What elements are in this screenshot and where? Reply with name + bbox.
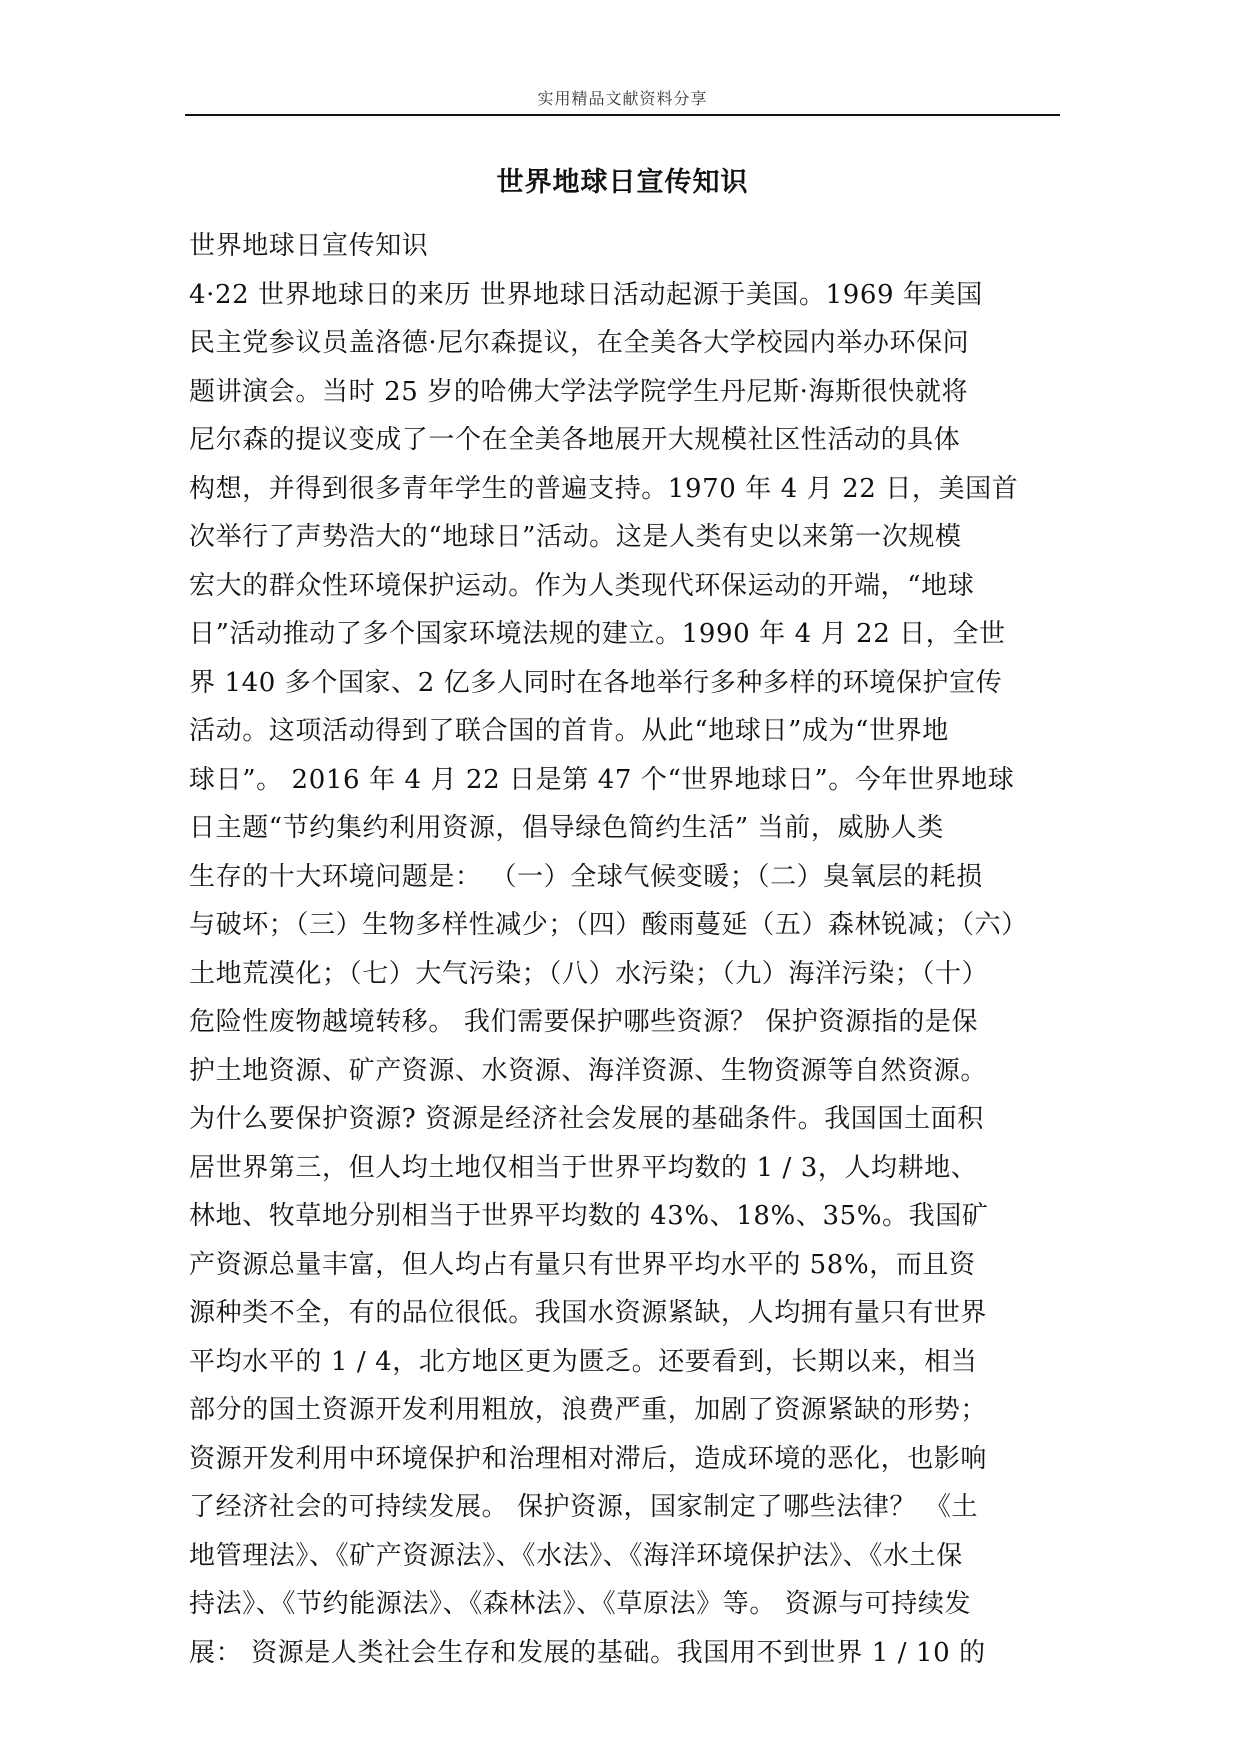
body-line: 展： 资源是人类社会生存和发展的基础。我国用不到世界 1 / 10 的 <box>189 1637 986 1668</box>
body-line: 资源开发利用中环境保护和治理相对滞后，造成环境的恶化，也影响 <box>189 1443 988 1474</box>
body-line: 活动。这项活动得到了联合国的首肯。从此“地球日”成为“世界地 <box>189 716 949 746</box>
body-line: 林地、牧草地分别相当于世界平均数的 43%、18%、35%。我国矿 <box>189 1201 989 1231</box>
body-line: 护土地资源、矿产资源、水资源、海洋资源、生物资源等自然资源。 <box>189 1055 988 1086</box>
body-line: 日主题“节约集约利用资源，倡导绿色简约生活” 当前，威胁人类 <box>189 813 944 843</box>
body-line: 土地荒漠化；（七）大气污染；（八）水污染；（九）海洋污染；（十） <box>189 958 989 989</box>
body-line: 与破坏；（三）生物多样性减少；（四）酸雨蔓延（五）森林锐减；（六） <box>189 910 1028 940</box>
body-line: 民主党参议员盖洛德·尼尔森提议，在全美各大学校园内举办环保问 <box>189 328 970 358</box>
body-line: 宏大的群众性环境保护运动。作为人类现代环保运动的开端，“地球 <box>189 570 975 601</box>
subtitle-line: 世界地球日宣传知识 <box>189 231 429 261</box>
body-line: 构想，并得到很多青年学生的普遍支持。1970 年 4 月 22 日，美国首 <box>189 473 1019 504</box>
body-line: 了经济社会的可持续发展。 保护资源，国家制定了哪些法律？ 《土 <box>189 1492 979 1522</box>
body-line: 题讲演会。当时 25 岁的哈佛大学法学院学生丹尼斯·海斯很快就将 <box>189 376 969 407</box>
body-line: 地管理法》、《矿产资源法》、《水法》、《海洋环境保护法》、《水土保 <box>189 1540 963 1571</box>
header-divider <box>185 114 1060 116</box>
document-body <box>189 222 1069 1677</box>
body-line: 日”活动推动了多个国家环境法规的建立。1990 年 4 月 22 日，全世 <box>189 619 1006 649</box>
body-line: 为什么要保护资源? 资源是经济社会发展的基础条件。我国国土面积 <box>189 1104 984 1134</box>
body-line: 产资源总量丰富，但人均占有量只有世界平均水平的 58%，而且资 <box>189 1249 976 1280</box>
body-line: 居世界第三，但人均土地仅相当于世界平均数的 1 / 3，人均耕地、 <box>189 1152 978 1183</box>
page-header: 实用精品文献资料分享 <box>537 89 708 108</box>
body-line: 4·22 世界地球日的来历 世界地球日活动起源于美国。1969 年美国 <box>189 279 983 310</box>
body-line: 持法》、《节约能源法》、《森林法》、《草原法》等。 资源与可持续发 <box>189 1589 972 1619</box>
body-line: 次举行了声势浩大的“地球日”活动。这是人类有史以来第一次规模 <box>189 522 962 552</box>
body-line: 危险性废物越境转移。 我们需要保护哪些资源？ 保护资源指的是保 <box>189 1007 979 1037</box>
body-line: 生存的十大环境问题是： （一）全球气候变暖；（二）臭氧层的耗损 <box>189 861 983 892</box>
body-line: 尼尔森的提议变成了一个在全美各地展开大规模社区性活动的具体 <box>189 425 961 455</box>
body-line: 部分的国土资源开发利用粗放，浪费严重，加剧了资源紧缺的形势； <box>189 1395 988 1425</box>
body-line: 源种类不全，有的品位很低。我国水资源紧缺，人均拥有量只有世界 <box>189 1298 988 1328</box>
document-title: 世界地球日宣传知识 <box>496 167 749 198</box>
body-line: 球日”。 2016 年 4 月 22 日是第 47 个“世界地球日”。今年世界地球 <box>189 764 1015 795</box>
body-line: 界 140 多个国家、2 亿多人同时在各地举行多种多样的环境保护宣传 <box>189 667 1003 698</box>
body-line: 平均水平的 1 / 4，北方地区更为匮乏。还要看到，长期以来，相当 <box>189 1346 978 1377</box>
